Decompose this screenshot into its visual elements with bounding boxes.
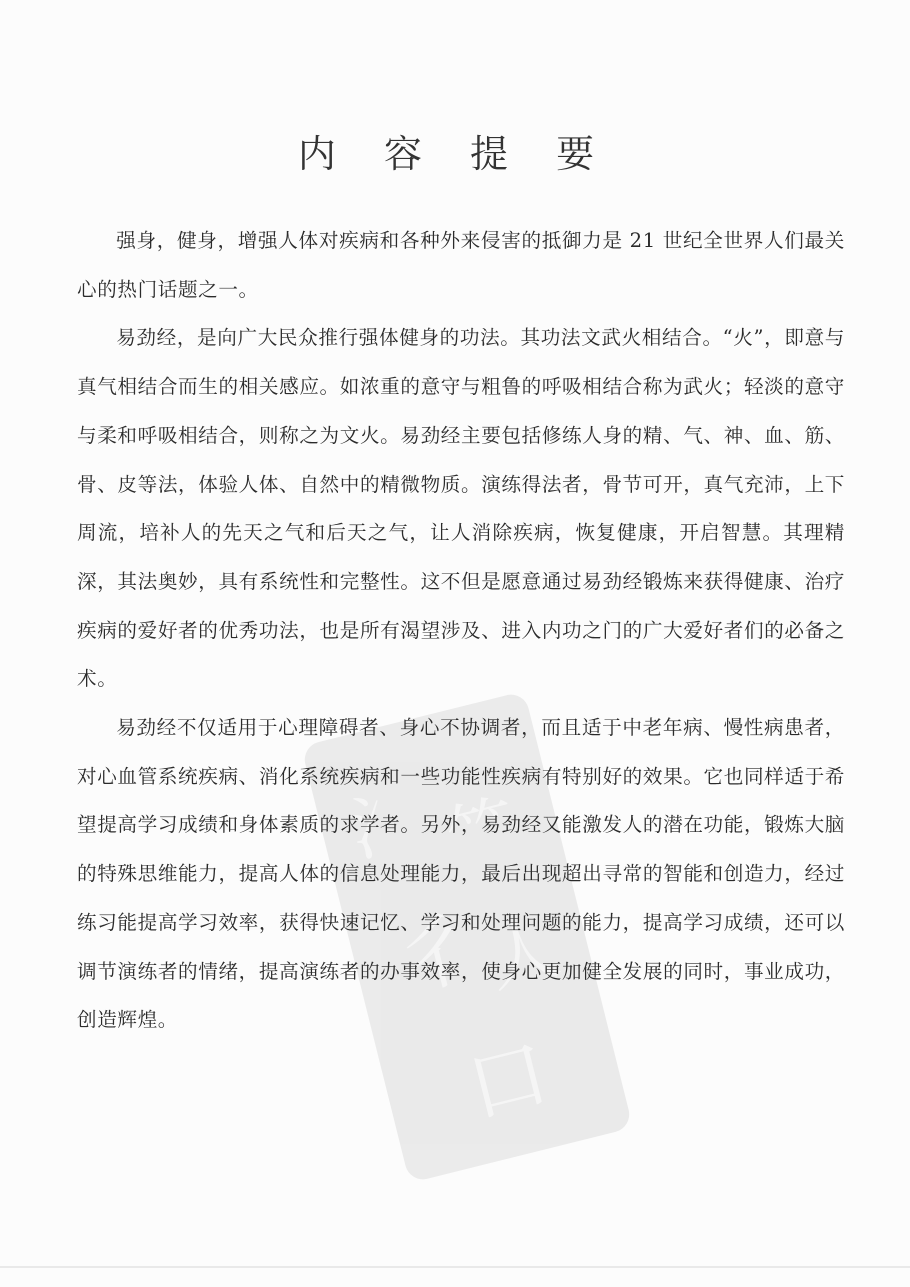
watermark-glyph: ⺡: [341, 776, 430, 873]
watermark-glyph: ⼈: [479, 906, 567, 1004]
watermark-glyph: ⼻: [385, 899, 486, 1010]
watermark-glyph: ⺮: [437, 783, 526, 880]
page-title: 内 容 提 要: [297, 132, 613, 177]
watermark-glyph: ⼝: [457, 1026, 559, 1136]
paragraph: 易劲经，是向广大民众推行强体健身的功法。其功法文武火相结合。“火”，即意与真气相结合而生的相关感应。如浓重的意守与粗鲁的呼吸相结合称为武火；轻淡的意守与柔和呼吸相结合，则称之为文火。易劲经主要包括修练人身的精、气、神、血、筋、骨、皮等法，体验人体、自然中的精微物质。演练得法者，骨节可开，真气充沛，上下周流，培补人的先天之气和后天之气，让人消除疾病，恢复健康，开启智慧。其理精深，其法奥妙，具有系统性和完整性。这不但是愿意通过易劲经锻炼来获得健康、治疗疾病的爱好者的优秀功法，也是所有渴望涉及、进入内功之门的广大爱好者们的必备之术。: [77, 326, 845, 691]
summary-body: [77, 217, 845, 1045]
page-bottom-edge: [0, 1266, 910, 1268]
paragraph: 强身，健身，增强人体对疾病和各种外来侵害的抵御力是 21 世纪全世界人们最关心的热门话题之一。: [77, 229, 845, 301]
paragraph: 易劲经不仅适用于心理障碍者、身心不协调者，而且适于中老年病、慢性病患者，对心血管系统疾病、消化系统疾病和一些功能性疾病有特别好的效果。它也同样适于希望提高学习成绩和身体素质的求学者。另外，易劲经又能激发人的潜在功能，锻炼大脑的特殊思维能力，提高人体的信息处理能力，最后出现超出寻常的智能和创造力，经过练习能提高学习效率，获得快速记忆、学习和处理问题的能力，提高学习成绩，还可以调节演练者的情绪，提高演练者的办事效率，使身心更加健全发展的同时，事业成功，创造辉煌。: [77, 716, 845, 1032]
